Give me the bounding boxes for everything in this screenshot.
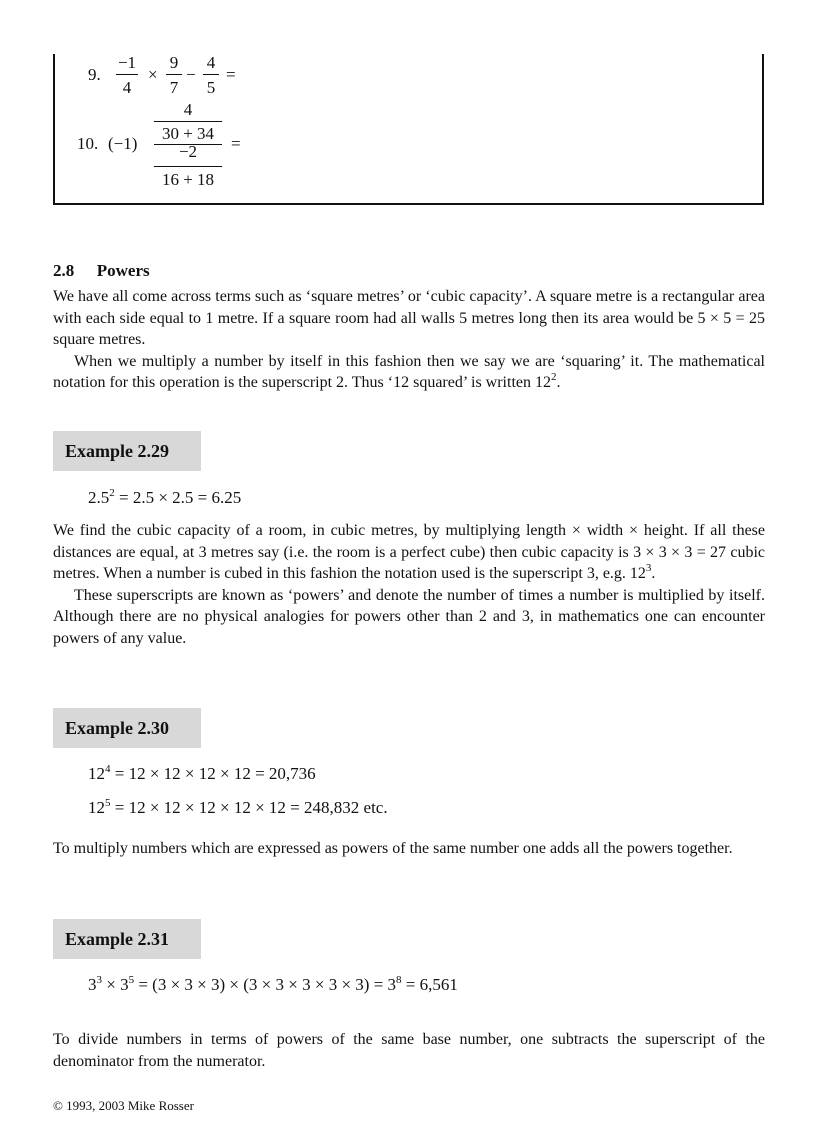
powers-paragraph-2 (53, 351, 765, 394)
equation-middle: = (3 × 3 × 3) × (3 × 3 × 3 × 3 × 3) = (134, 975, 388, 994)
inner-fraction-numerator: 30 + 34 (161, 124, 215, 143)
period: . (651, 565, 656, 582)
fraction-1-denominator: 4 (122, 78, 132, 97)
complex-fraction-bottom: 16 + 18 (161, 170, 215, 189)
superscript: 5 (105, 797, 111, 809)
superscript: 2 (550, 371, 557, 383)
example-2-29-label: Example 2.29 (53, 431, 201, 471)
multiply-paragraph (53, 838, 765, 860)
example-2-30-line-1 (88, 764, 316, 784)
base: 3 (88, 975, 97, 994)
powers-paragraph-1: We have all come across terms such as ‘square metres’ or ‘cubic capacity’. A square metre is a rectangular area with each side equal to 1 metre. If a square room had all walls 5 metres long then its area would be 5 × 5 = 25 square metres. (53, 288, 765, 348)
complex-fraction-upper-bar (154, 121, 222, 122)
cubic-text (53, 520, 765, 649)
exercise-10-number: 10. (77, 134, 99, 153)
fraction-2-numerator: 9 (169, 53, 179, 72)
complex-fraction-lower-bar (154, 166, 222, 167)
inner-fraction-denominator: −2 (178, 142, 198, 161)
superscript: 3 (96, 974, 102, 986)
equation-rest: = 12 × 12 × 12 × 12 = 20,736 (110, 764, 316, 783)
superscript: 3 (645, 562, 652, 574)
example-2-30-label: Example 2.30 (53, 708, 201, 748)
base: 2.5 (88, 488, 110, 507)
fraction-1-bar (116, 74, 138, 75)
base: 12 (88, 764, 105, 783)
equation-result: = 6,561 (401, 975, 458, 994)
superscript: 2 (109, 487, 115, 499)
copyright-footer: © 1993, 2003 Mike Rosser (53, 1098, 194, 1113)
fraction-2-denominator: 7 (169, 78, 179, 97)
superscript: 8 (396, 974, 402, 986)
powers-paragraph-2-text: When we multiply a number by itself in this fashion then we say we are ‘squaring’ it. The mathematical notation for this operation is the superscript 2. Thus ‘12 squared’ is written 12 (53, 352, 765, 391)
cubic-paragraph-2: These superscripts are known as ‘powers’ and denote the number of times a number is multiplied by itself. Although there are no physical analogies for powers other than 2 and 3, in mathematics one can encounter powers of any value. (53, 586, 765, 647)
minus-sign: − (186, 65, 196, 84)
equals-sign: = (231, 134, 241, 153)
fraction-1-numerator: −1 (117, 53, 137, 72)
fraction-2-bar (166, 74, 182, 75)
multiply-text: To multiply numbers which are expressed as powers of the same number one adds all the powers together. (53, 840, 733, 857)
cubic-paragraph-1 (53, 520, 765, 585)
base: 3 (387, 975, 397, 994)
times-sign: × (102, 975, 121, 994)
exercise-10-prefix: (−1) (108, 134, 138, 153)
complex-fraction-top: 4 (183, 100, 193, 119)
example-2-31-label: Example 2.31 (53, 919, 201, 959)
section-title: Powers (96, 261, 150, 280)
powers-intro (53, 286, 765, 394)
period: . (556, 374, 561, 391)
equals-sign: = (226, 65, 236, 84)
fraction-3-bar (203, 74, 219, 75)
base: 3 (120, 975, 129, 994)
exercise-9-number: 9. (88, 65, 101, 84)
example-2-29-equation (88, 488, 241, 508)
divide-text: To divide numbers in terms of powers of the same base number, one subtracts the superscript of the denominator from the numerator. (53, 1031, 765, 1070)
equation-rest: = 12 × 12 × 12 × 12 × 12 = 248,832 etc. (110, 798, 388, 817)
section-heading (53, 261, 150, 281)
superscript: 5 (128, 974, 135, 986)
example-2-31-equation (88, 975, 458, 995)
fraction-3-denominator: 5 (206, 78, 216, 97)
cubic-paragraph-1-text: We find the cubic capacity of a room, in cubic metres, by multiplying length × width × height. If all these distances are equal, at 3 metres say (i.e. the room is a perfect cube) then cubic capacity is 3 × 3 × 3 = 27 cubic metres. When a number is cubed in this fashion the notation used is the superscript 3, e.g. 12 (53, 522, 765, 582)
section-number: 2.8 (53, 261, 75, 280)
base: 12 (88, 798, 105, 817)
superscript: 4 (105, 763, 111, 775)
example-2-30-line-2 (88, 798, 388, 818)
equation-rest: = 2.5 × 2.5 = 6.25 (114, 488, 242, 507)
fraction-3-numerator: 4 (206, 53, 216, 72)
divide-paragraph (53, 1029, 765, 1072)
times-sign: × (148, 65, 158, 84)
